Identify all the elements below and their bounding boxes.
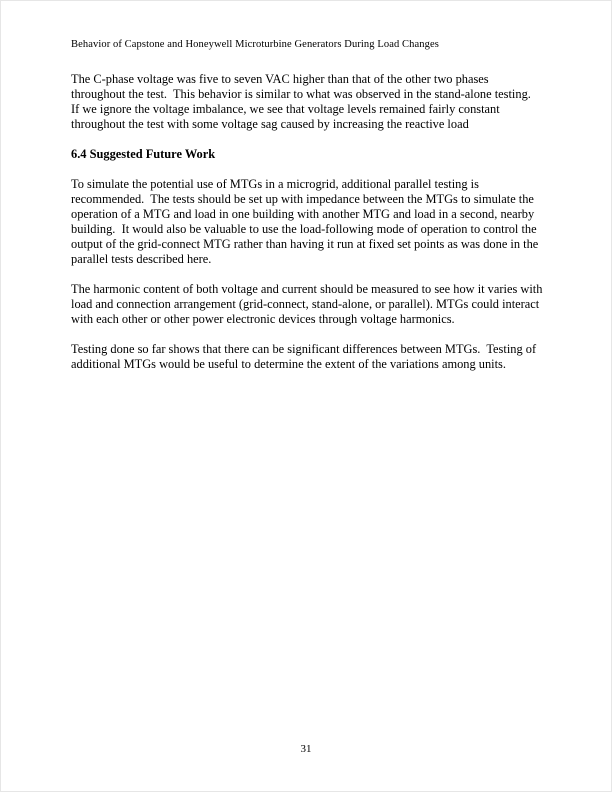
paragraph-mtg-differences: Testing done so far shows that there can be significant differences between MTGs. Testing of additional MTGs would be useful to determine the extent of the variations among units. bbox=[71, 342, 540, 371]
page-footer bbox=[1, 743, 611, 756]
running-header: Behavior of Capstone and Honeywell Microturbine Generators During Load Changes bbox=[71, 39, 439, 50]
paragraph-harmonic-content: The harmonic content of both voltage and current should be measured to see how it varies with load and connection arrangement (grid-connect, stand-alone, or parallel). MTGs could interact with each other or other power electronic devices through voltage harmonics. bbox=[71, 282, 546, 326]
section-heading-suggested-future-work: 6.4 Suggested Future Work bbox=[71, 147, 216, 161]
page-body bbox=[71, 72, 546, 387]
paragraph-microgrid-testing: To simulate the potential use of MTGs in a microgrid, additional parallel testing is recommended. The tests should be set up with impedance between the MTGs to simulate the operation of a MTG and load in one building with another MTG and load in a second, nearby building. It would also be valuable to use the load-following mode of operation to control the output of the grid-connect MTG rather than having it run at fixed set points as was done in the parallel tests described here. bbox=[71, 177, 542, 266]
page-number: 31 bbox=[300, 743, 312, 755]
paragraph-voltage-behavior: The C-phase voltage was five to seven VAC higher than that of the other two phases throughout the test. This behavior is similar to what was observed in the stand-alone testing. If we ignore the voltage imbalance, we see that voltage levels remained fairly constant throughout the test with some voltage sag caused by increasing the reactive load bbox=[71, 72, 538, 131]
